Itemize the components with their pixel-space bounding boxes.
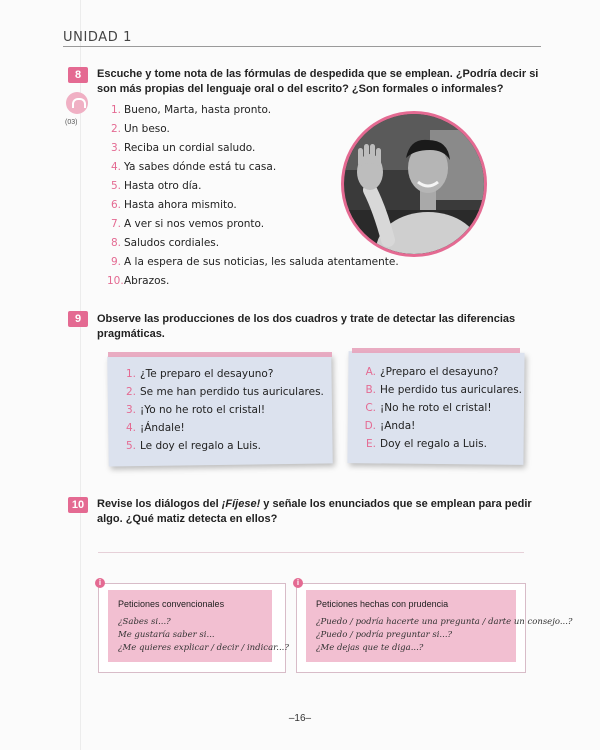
list-item (107, 275, 399, 294)
item-letter: A. (365, 366, 376, 378)
item-text: ¿Te preparo el desayuno? (140, 368, 274, 380)
list-item (107, 256, 399, 275)
exercise-8-instruction: Escuche y tome nota de las fórmulas de despedida que se emplean. ¿Podría decir si son más propias del lenguaje oral o del escrito? ¿Son formales o informales? (97, 68, 539, 95)
item-text: Bueno, Marta, hasta pronto. (124, 104, 272, 116)
item-text: Le doy el regalo a Luis. (140, 440, 261, 452)
exercise-8-number: 8 (68, 67, 88, 83)
divider (98, 552, 524, 553)
waving-man-photo (340, 110, 488, 258)
note-line: ¿Me quieres explicar / decir / indicar...? (118, 643, 289, 653)
note-title-conventional: Peticiones convencionales (118, 599, 225, 609)
item-text: Un beso. (124, 123, 170, 135)
item-number: 1. (125, 368, 136, 380)
instruction-italic: ¡Fíjese! (221, 498, 261, 510)
item-number: 1. (110, 104, 121, 116)
audio-track-number: (03) (65, 119, 78, 126)
item-letter: D. (364, 420, 376, 432)
item-number: 4. (125, 422, 136, 434)
instruction-text: y señale los enunciados que se emplean para pedir algo. ¿Qué matiz detecta en ellos? (97, 498, 532, 525)
item-text: Hasta otro día. (124, 180, 202, 192)
audio-cd-icon (66, 92, 88, 114)
list-item (360, 366, 522, 384)
item-number: 3. (110, 142, 121, 154)
item-number: 5. (125, 440, 136, 452)
item-text: Ya sabes dónde está tu casa. (124, 161, 277, 173)
item-text: Saludos cordiales. (124, 237, 220, 249)
exercise-9-instruction: Observe las producciones de los dos cuadros y trate de detectar las diferencias pragmáticas. (97, 313, 516, 340)
exercise-9-number: 9 (68, 311, 88, 327)
item-text: Reciba un cordial saludo. (124, 142, 256, 154)
item-text: A la espera de sus noticias, les saluda atentamente. (124, 256, 399, 268)
item-text: He perdido tus auriculares. (380, 384, 522, 396)
item-number: 8. (110, 237, 121, 249)
note-line: ¿Sabes si...? (118, 617, 171, 627)
item-text: ¡Anda! (380, 420, 416, 432)
info-icon: i (95, 578, 105, 588)
item-text: Se me han perdido tus auriculares. (140, 386, 324, 398)
instruction-text: Revise los diálogos del (97, 498, 222, 510)
list-item (120, 386, 324, 404)
item-letter: E. (366, 438, 376, 450)
note-line: ¿Puedo / podría hacerte una pregunta / darte un consejo...? (316, 617, 573, 627)
note-line: Me gustaría saber si... (118, 630, 215, 640)
page-number: –16– (288, 713, 312, 724)
item-text: Hasta ahora mismito. (124, 199, 237, 211)
unit-header: UNIDAD 1 (63, 30, 132, 45)
item-text: A ver si nos vemos pronto. (124, 218, 265, 230)
item-letter: B. (365, 384, 376, 396)
item-number: 4. (110, 161, 121, 173)
item-text: ¡No he roto el cristal! (380, 402, 492, 414)
item-number: 10. (107, 275, 124, 287)
list-item (360, 438, 522, 456)
item-number: 2. (110, 123, 121, 135)
item-number: 9. (110, 256, 121, 268)
header-rule (63, 46, 541, 47)
item-text: Abrazos. (124, 275, 170, 287)
item-letter: C. (365, 402, 376, 414)
list-item (360, 384, 522, 402)
item-text: ¿Preparo el desayuno? (380, 366, 499, 378)
note-line: ¿Me dejas que te diga...? (316, 643, 424, 653)
list-item (360, 420, 522, 438)
item-number: 3. (125, 404, 136, 416)
note-line: ¿Puedo / podría preguntar si...? (316, 630, 453, 640)
left-box-tape (108, 352, 332, 357)
exercise-10-number: 10 (68, 497, 88, 513)
right-box-list (360, 366, 522, 456)
item-text: Doy el regalo a Luis. (380, 438, 487, 450)
list-item (120, 368, 324, 386)
list-item (120, 404, 324, 422)
left-box-list (120, 368, 324, 458)
list-item (360, 402, 522, 420)
note-title-prudent: Peticiones hechas con prudencia (316, 599, 449, 609)
item-number: 7. (110, 218, 121, 230)
list-item (120, 440, 324, 458)
list-item (120, 422, 324, 440)
item-text: ¡Yo no he roto el cristal! (140, 404, 266, 416)
item-number: 5. (110, 180, 121, 192)
exercise-10-instruction (97, 497, 543, 527)
item-number: 2. (125, 386, 136, 398)
item-text: ¡Ándale! (140, 422, 185, 434)
info-icon: i (293, 578, 303, 588)
right-box-tape (352, 348, 520, 353)
item-number: 6. (110, 199, 121, 211)
